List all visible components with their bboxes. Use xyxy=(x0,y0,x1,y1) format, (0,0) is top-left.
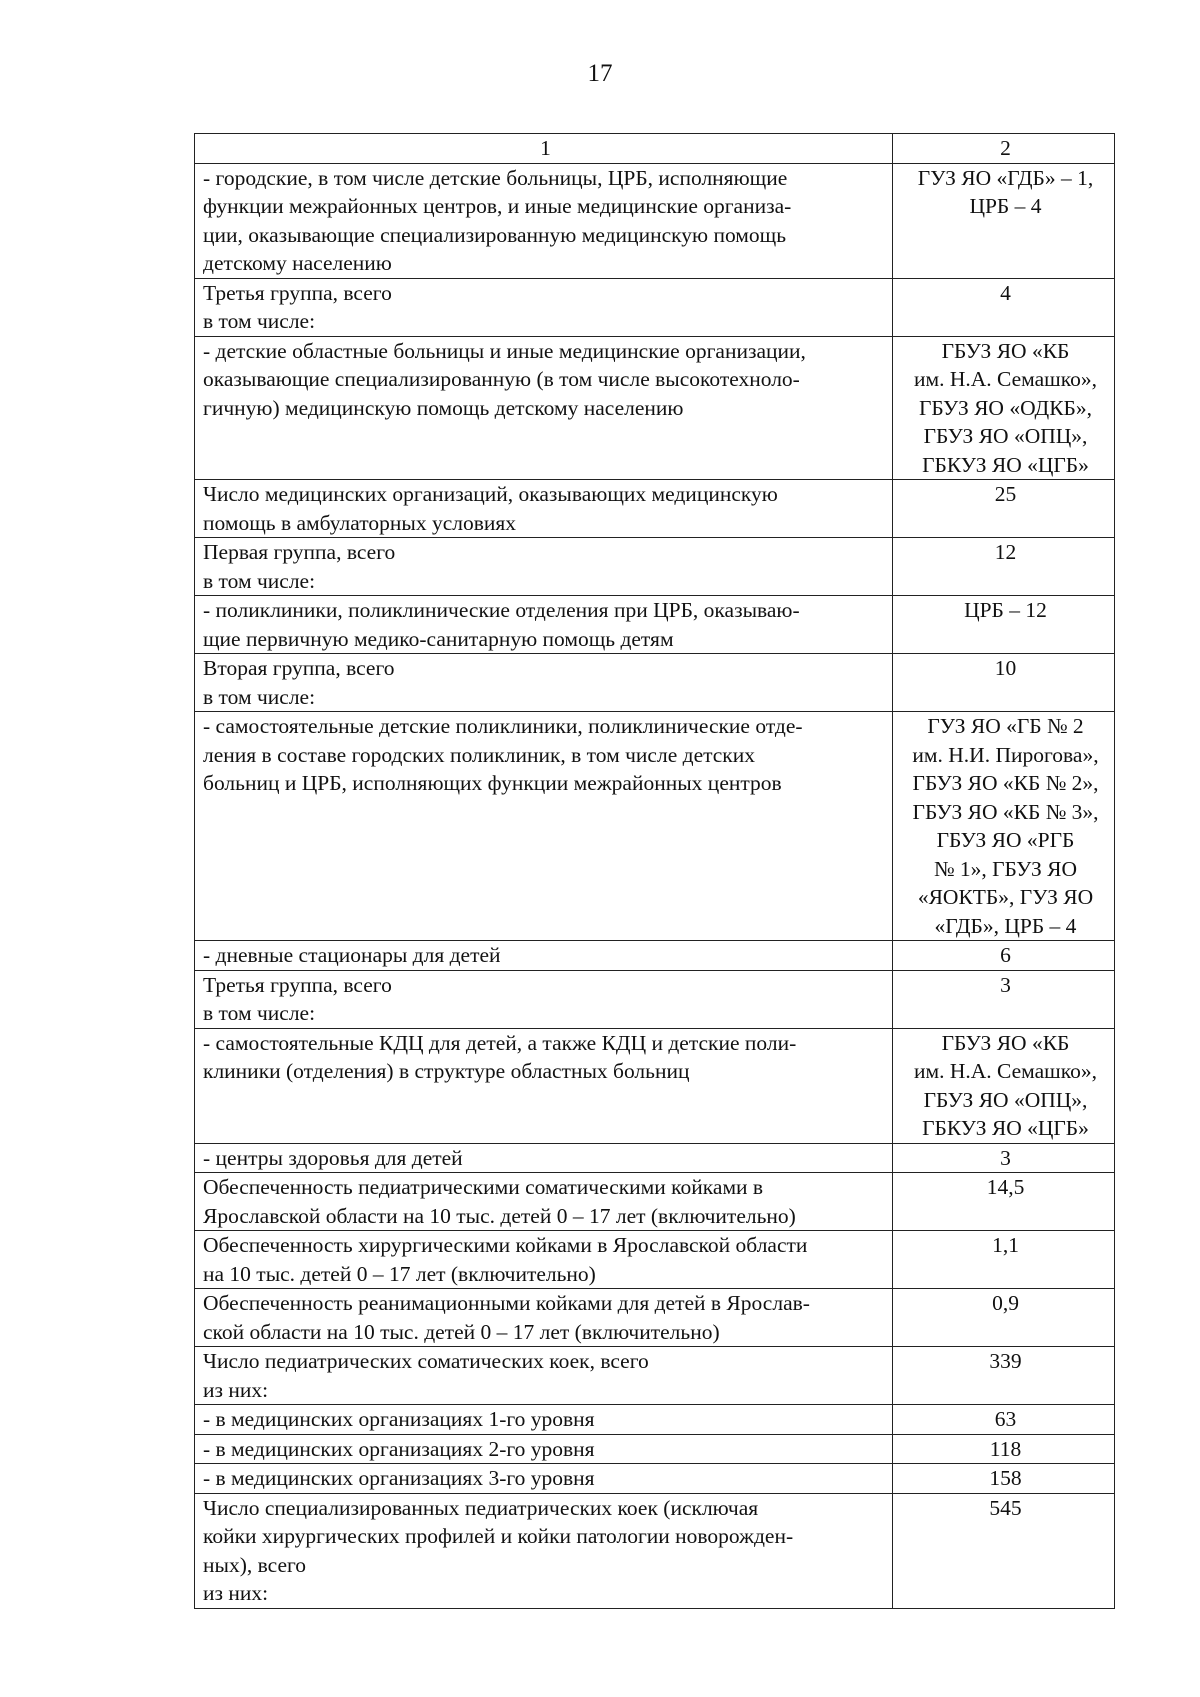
value-cell xyxy=(893,163,1115,278)
cell-line: ГБУЗ ЯО «ОПЦ», xyxy=(923,424,1088,448)
cell-line: клиники (отделения) в структуре областных больниц xyxy=(203,1059,690,1083)
cell-line: 3 xyxy=(1000,1145,1011,1170)
data-table xyxy=(194,133,1115,1609)
indicator-cell xyxy=(195,336,893,480)
value-cell xyxy=(893,712,1115,941)
cell-line: ГУЗ ЯО «ГДБ» – 1, xyxy=(917,165,1094,190)
indicator-cell xyxy=(195,1028,893,1143)
value-cell xyxy=(893,941,1115,971)
table-row xyxy=(195,654,1115,712)
indicator-cell xyxy=(195,278,893,336)
table-row xyxy=(195,163,1115,278)
cell-line: Обеспеченность педиатрическими соматическими койками в xyxy=(203,1175,764,1199)
value-cell xyxy=(893,1231,1115,1289)
indicator-cell xyxy=(195,596,893,654)
cell-line: на 10 тыс. детей 0 – 17 лет (включительно) xyxy=(203,1261,596,1286)
value-cell xyxy=(893,538,1115,596)
cell-line: - городские, в том числе детские больницы, ЦРБ, исполняющие xyxy=(203,165,788,190)
cell-line: Обеспеченность реанимационными койками для детей в Ярослав- xyxy=(203,1291,810,1315)
page-number: 17 xyxy=(587,60,613,87)
table-row xyxy=(195,1493,1115,1608)
table-row xyxy=(195,596,1115,654)
cell-line: ЦРБ – 4 xyxy=(969,194,1042,218)
value-cell xyxy=(893,970,1115,1028)
indicator-cell xyxy=(195,941,893,971)
table-row xyxy=(195,712,1115,941)
indicator-cell xyxy=(195,480,893,538)
cell-line: - дневные стационары для детей xyxy=(203,943,501,967)
table-row xyxy=(195,1464,1115,1494)
value-cell xyxy=(893,1434,1115,1464)
cell-line: 158 xyxy=(989,1466,1022,1490)
indicator-cell xyxy=(195,1434,893,1464)
value-cell xyxy=(893,1028,1115,1143)
table-row xyxy=(195,1347,1115,1405)
cell-line: ГБУЗ ЯО «КБ xyxy=(941,1030,1070,1055)
cell-line: ГБУЗ ЯО «РГБ xyxy=(936,828,1075,852)
cell-line: Число медицинских организаций, оказывающих медицинскую xyxy=(203,482,778,506)
indicator-cell xyxy=(195,970,893,1028)
cell-line: ской области на 10 тыс. детей 0 – 17 лет (включительно) xyxy=(203,1319,720,1344)
cell-line: «ЯОКТБ», ГУЗ ЯО xyxy=(917,885,1094,909)
indicator-cell xyxy=(195,1143,893,1173)
cell-line: «ГДБ», ЦРБ – 4 xyxy=(934,913,1077,938)
indicator-cell xyxy=(195,1231,893,1289)
table-row xyxy=(195,1289,1115,1347)
table-row xyxy=(195,1143,1115,1173)
indicator-cell xyxy=(195,538,893,596)
indicator-cell xyxy=(195,1464,893,1494)
cell-line: 25 xyxy=(994,482,1017,506)
indicator-cell xyxy=(195,1289,893,1347)
cell-line: ГБУЗ ЯО «ОПЦ», xyxy=(923,1087,1088,1112)
cell-line: койки хирургических профилей и койки патологии новорожден- xyxy=(203,1524,794,1548)
cell-line: Первая группа, всего xyxy=(203,540,396,564)
cell-line: помощь в амбулаторных условиях xyxy=(203,510,517,535)
cell-line: ции, оказывающие специализированную медицинскую помощь xyxy=(203,222,787,247)
value-cell xyxy=(893,336,1115,480)
cell-line: - в медицинских организациях 3-го уровня xyxy=(203,1466,595,1490)
cell-line: в том числе: xyxy=(203,309,316,333)
cell-line: в том числе: xyxy=(203,684,316,709)
value-cell xyxy=(893,1464,1115,1494)
cell-line: им. Н.И. Пирогова», xyxy=(912,742,1099,767)
cell-line: 1,1 xyxy=(992,1233,1019,1257)
table-row xyxy=(195,336,1115,480)
cell-line: больниц и ЦРБ, исполняющих функции межрайонных центров xyxy=(203,771,782,795)
cell-line: ления в составе городских поликлиник, в том числе детских xyxy=(203,742,756,767)
indicator-cell xyxy=(195,712,893,941)
table-row xyxy=(195,480,1115,538)
cell-line: 14,5 xyxy=(986,1175,1025,1199)
value-cell xyxy=(893,480,1115,538)
cell-line: ГУЗ ЯО «ГБ № 2 xyxy=(927,714,1084,738)
cell-line: 10 xyxy=(994,656,1017,680)
value-cell xyxy=(893,1347,1115,1405)
cell-line: 339 xyxy=(989,1349,1022,1373)
cell-line: - детские областные больницы и иные медицинские организации, xyxy=(203,338,806,363)
cell-line: щие первичную медико-санитарную помощь детям xyxy=(203,626,674,651)
cell-line: Третья группа, всего xyxy=(203,972,392,997)
cell-line: Обеспеченность хирургическими койками в Ярославской области xyxy=(203,1233,808,1257)
table-row xyxy=(195,1231,1115,1289)
table-row xyxy=(195,1173,1115,1231)
cell-line: 0,9 xyxy=(992,1291,1019,1315)
cell-line: ГБКУЗ ЯО «ЦГБ» xyxy=(922,1116,1089,1140)
cell-line: Число специализированных педиатрических коек (исключая xyxy=(203,1495,759,1520)
cell-line: им. Н.А. Семашко», xyxy=(914,367,1097,391)
column-header-1: 1 xyxy=(195,134,893,164)
cell-line: 4 xyxy=(1000,280,1011,305)
value-cell xyxy=(893,1289,1115,1347)
cell-line: 118 xyxy=(989,1436,1022,1461)
cell-line: оказывающие специализированную (в том числе высокотехноло- xyxy=(203,367,800,391)
column-header-2: 2 xyxy=(893,134,1115,164)
cell-line: Третья группа, всего xyxy=(203,280,392,305)
cell-line: детскому населению xyxy=(203,251,392,275)
cell-line: № 1», ГБУЗ ЯО xyxy=(933,856,1078,881)
table-row xyxy=(195,538,1115,596)
cell-line: ЦРБ – 12 xyxy=(964,598,1047,622)
cell-line: ГБУЗ ЯО «КБ № 3», xyxy=(912,799,1099,824)
indicator-cell xyxy=(195,1347,893,1405)
table-row xyxy=(195,1434,1115,1464)
cell-line: им. Н.А. Семашко», xyxy=(914,1059,1097,1083)
indicator-cell xyxy=(195,1405,893,1435)
value-cell xyxy=(893,1143,1115,1173)
cell-line: в том числе: xyxy=(203,1001,316,1025)
table-row xyxy=(195,278,1115,336)
value-cell xyxy=(893,1405,1115,1435)
cell-line: функции межрайонных центров, и иные медицинские организа- xyxy=(203,194,792,218)
indicator-cell xyxy=(195,1493,893,1608)
cell-line: Число педиатрических соматических коек, всего xyxy=(203,1349,649,1373)
table-row xyxy=(195,1028,1115,1143)
cell-line: - самостоятельные детские поликлиники, поликлинические отде- xyxy=(203,714,803,738)
cell-line: ных), всего xyxy=(203,1552,307,1577)
cell-line: - самостоятельные КДЦ для детей, а также КДЦ и детские поли- xyxy=(203,1030,797,1055)
cell-line: из них: xyxy=(203,1377,269,1402)
cell-line: из них: xyxy=(203,1581,269,1605)
cell-line: гичную) медицинскую помощь детскому населению xyxy=(203,395,684,420)
table-row xyxy=(195,1405,1115,1435)
table-header-row xyxy=(195,134,1115,164)
value-cell xyxy=(893,654,1115,712)
table-row xyxy=(195,941,1115,971)
indicator-cell xyxy=(195,654,893,712)
cell-line: 3 xyxy=(1000,972,1011,997)
cell-line: - в медицинских организациях 2-го уровня xyxy=(203,1436,595,1461)
cell-line: ГБУЗ ЯО «КБ № 2», xyxy=(912,771,1099,795)
cell-line: 545 xyxy=(989,1495,1022,1520)
cell-line: - центры здоровья для детей xyxy=(203,1145,463,1170)
cell-line: - в медицинских организациях 1-го уровня xyxy=(203,1407,595,1431)
value-cell xyxy=(893,1173,1115,1231)
cell-line: 6 xyxy=(1000,943,1011,967)
cell-line: Ярославской области на 10 тыс. детей 0 – 17 лет (включительно) xyxy=(203,1203,796,1228)
value-cell xyxy=(893,596,1115,654)
indicator-cell xyxy=(195,1173,893,1231)
cell-line: в том числе: xyxy=(203,568,316,593)
value-cell xyxy=(893,278,1115,336)
cell-line: ГБУЗ ЯО «ОДКБ», xyxy=(918,395,1093,420)
cell-line: 63 xyxy=(994,1407,1017,1431)
cell-line: ГБКУЗ ЯО «ЦГБ» xyxy=(922,452,1089,477)
cell-line: - поликлиники, поликлинические отделения при ЦРБ, оказываю- xyxy=(203,598,800,622)
cell-line: 12 xyxy=(994,540,1017,564)
indicator-cell xyxy=(195,163,893,278)
value-cell xyxy=(893,1493,1115,1608)
table-row xyxy=(195,970,1115,1028)
cell-line: Вторая группа, всего xyxy=(203,656,395,680)
cell-line: ГБУЗ ЯО «КБ xyxy=(941,338,1070,363)
